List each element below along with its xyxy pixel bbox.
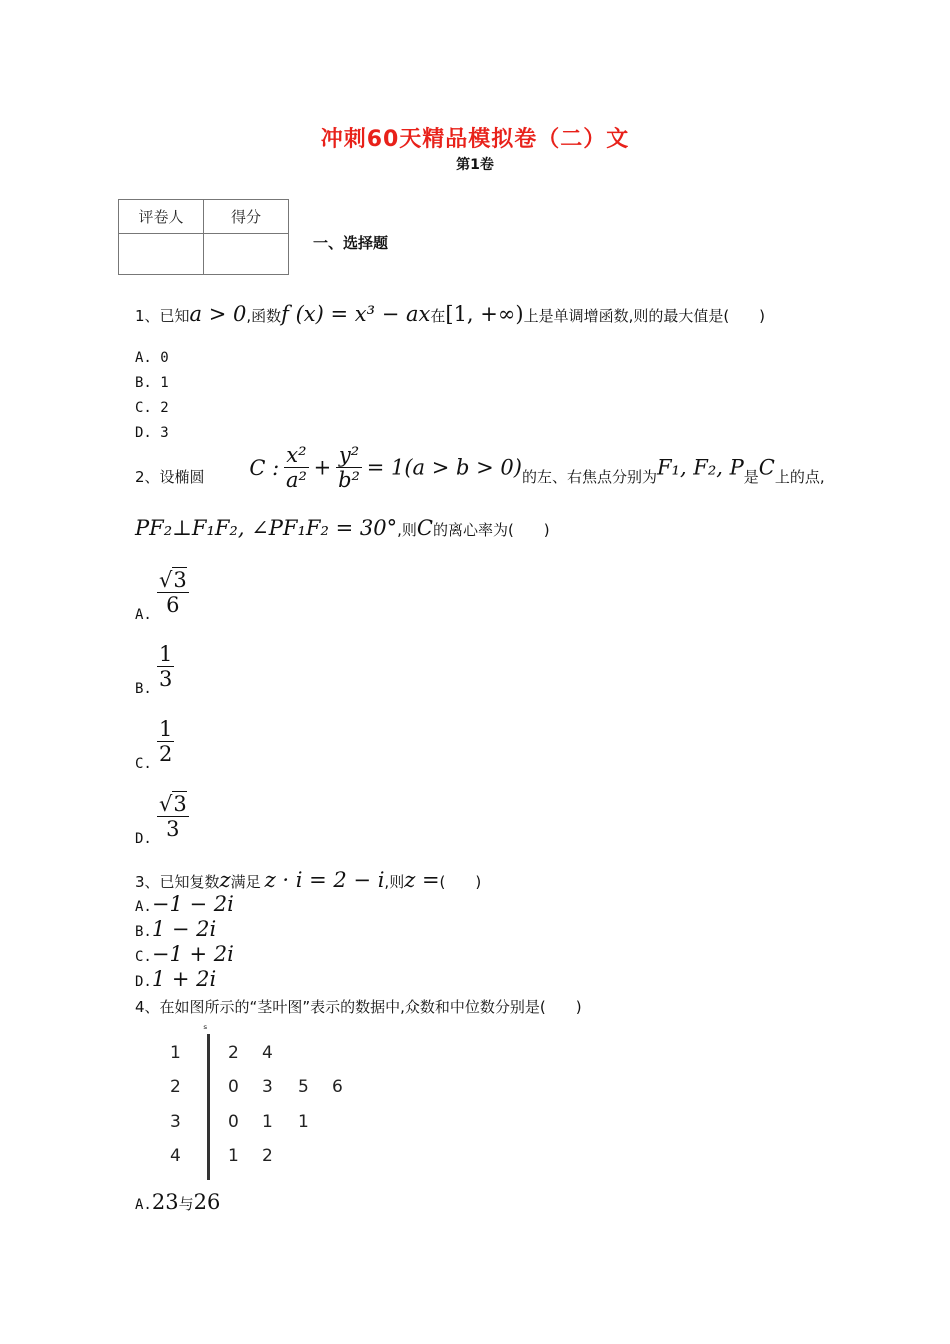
question-3 <box>135 868 481 892</box>
q3-option-b: B.1 − 2i <box>135 917 217 941</box>
q1-math-3: [1, +∞) <box>445 302 524 326</box>
volume-label: 第1卷 <box>456 157 494 173</box>
leaf: 5 <box>298 1077 309 1097</box>
q3-math-z: z <box>219 868 231 892</box>
q1-math-2: f (x) = x³ − ax <box>281 302 431 326</box>
q2-math-eq: = 1(a > b > 0) <box>366 455 522 480</box>
stem-3: 3 <box>170 1112 181 1132</box>
q1-text-2: ,函数 <box>246 307 282 325</box>
q3-text-1: 3、已知复数 <box>135 873 220 891</box>
q3-text-3: ,则 <box>384 873 405 891</box>
q2-math-f: F₁, F₂, P <box>656 455 744 480</box>
stem-4: 4 <box>170 1146 181 1166</box>
q4-option-a: A.23与26 <box>135 1190 221 1214</box>
q2-option-d: D. $\frac{√3}{3}$ <box>135 792 187 847</box>
q2-math-c2: C <box>758 455 775 480</box>
leaf: 1 <box>228 1146 239 1166</box>
q3-text-2: 满足 <box>230 873 261 891</box>
stem-1: 1 <box>170 1043 181 1063</box>
leaf: 1 <box>298 1112 309 1132</box>
q2-plus: + <box>313 455 332 480</box>
q2-math-c: C : <box>249 455 280 480</box>
q2-text-6: 的离心率为( ) <box>432 521 550 539</box>
stem-marker: ˢ <box>203 1022 208 1036</box>
q2-text-5: ,则 <box>397 521 417 539</box>
q2-option-b: B. $\frac{1}{3}$ <box>135 642 173 697</box>
leaf: 4 <box>262 1043 273 1063</box>
q3-option-c: C.−1 + 2i <box>135 942 234 966</box>
question-2-line-2 <box>135 516 550 540</box>
q2-text-1: 2、设椭圆 <box>135 468 205 486</box>
q2-text-3: 是 <box>743 468 759 486</box>
q3-math-z2: z = <box>404 868 440 892</box>
q3-text-4: ( ) <box>439 873 482 891</box>
q2-frac-x: $\frac{\text{x²}}{\text{a²}}$ <box>285 443 307 492</box>
q1-option-b: B. 1 <box>135 375 169 391</box>
leaf: 0 <box>228 1112 239 1132</box>
leaf: 2 <box>228 1043 239 1063</box>
stem-2: 2 <box>170 1077 181 1097</box>
grader-cell <box>119 234 204 275</box>
q2-option-c: C. $\frac{1}{2}$ <box>135 717 173 772</box>
q2-option-a: A. $\frac{√3}{6}$ <box>135 568 187 623</box>
q1-math-1: a > 0 <box>189 302 247 326</box>
score-header: 得分 <box>204 200 289 234</box>
q2-frac-y: $\frac{\text{y²}}{\text{b²}}$ <box>338 443 360 492</box>
score-cell <box>204 234 289 275</box>
leaf: 0 <box>228 1077 239 1097</box>
score-table <box>118 199 289 275</box>
leaf: 2 <box>262 1146 273 1166</box>
q2-text-4: 上的点, <box>774 468 825 486</box>
q3-option-d: D.1 + 2i <box>135 967 217 991</box>
question-4: 4、在如图所示的“茎叶图”表示的数据中,众数和中位数分别是( ) <box>135 998 582 1016</box>
q1-text-4: 上是单调增函数,则的最大值是( ) <box>523 307 766 325</box>
question-2 <box>135 443 825 492</box>
q2-math-line2: PF₂⊥F₁F₂, ∠PF₁F₂ = 30° <box>135 516 398 540</box>
q1-text-1: 1、已知 <box>135 307 190 325</box>
leaf: 3 <box>262 1077 273 1097</box>
question-1 <box>135 302 765 326</box>
q3-math-eq: z · i = 2 − i <box>264 868 385 892</box>
grader-header: 评卷人 <box>119 200 204 234</box>
leaf: 6 <box>332 1077 343 1097</box>
section-heading: 一、选择题 <box>313 234 389 252</box>
stem-leaf-divider <box>207 1034 210 1180</box>
page-title: 冲刺60天精品模拟卷（二）文 <box>320 127 630 152</box>
q2-text-2: 的左、右焦点分别为 <box>521 468 657 486</box>
leaf: 1 <box>262 1112 273 1132</box>
q2-math-c3: C <box>416 516 433 540</box>
q1-option-d: D. 3 <box>135 425 169 441</box>
q1-text-3: 在 <box>430 307 446 325</box>
q1-option-a: A. 0 <box>135 350 169 366</box>
q3-option-a: A.−1 − 2i <box>135 892 234 916</box>
q1-option-c: C. 2 <box>135 400 169 416</box>
